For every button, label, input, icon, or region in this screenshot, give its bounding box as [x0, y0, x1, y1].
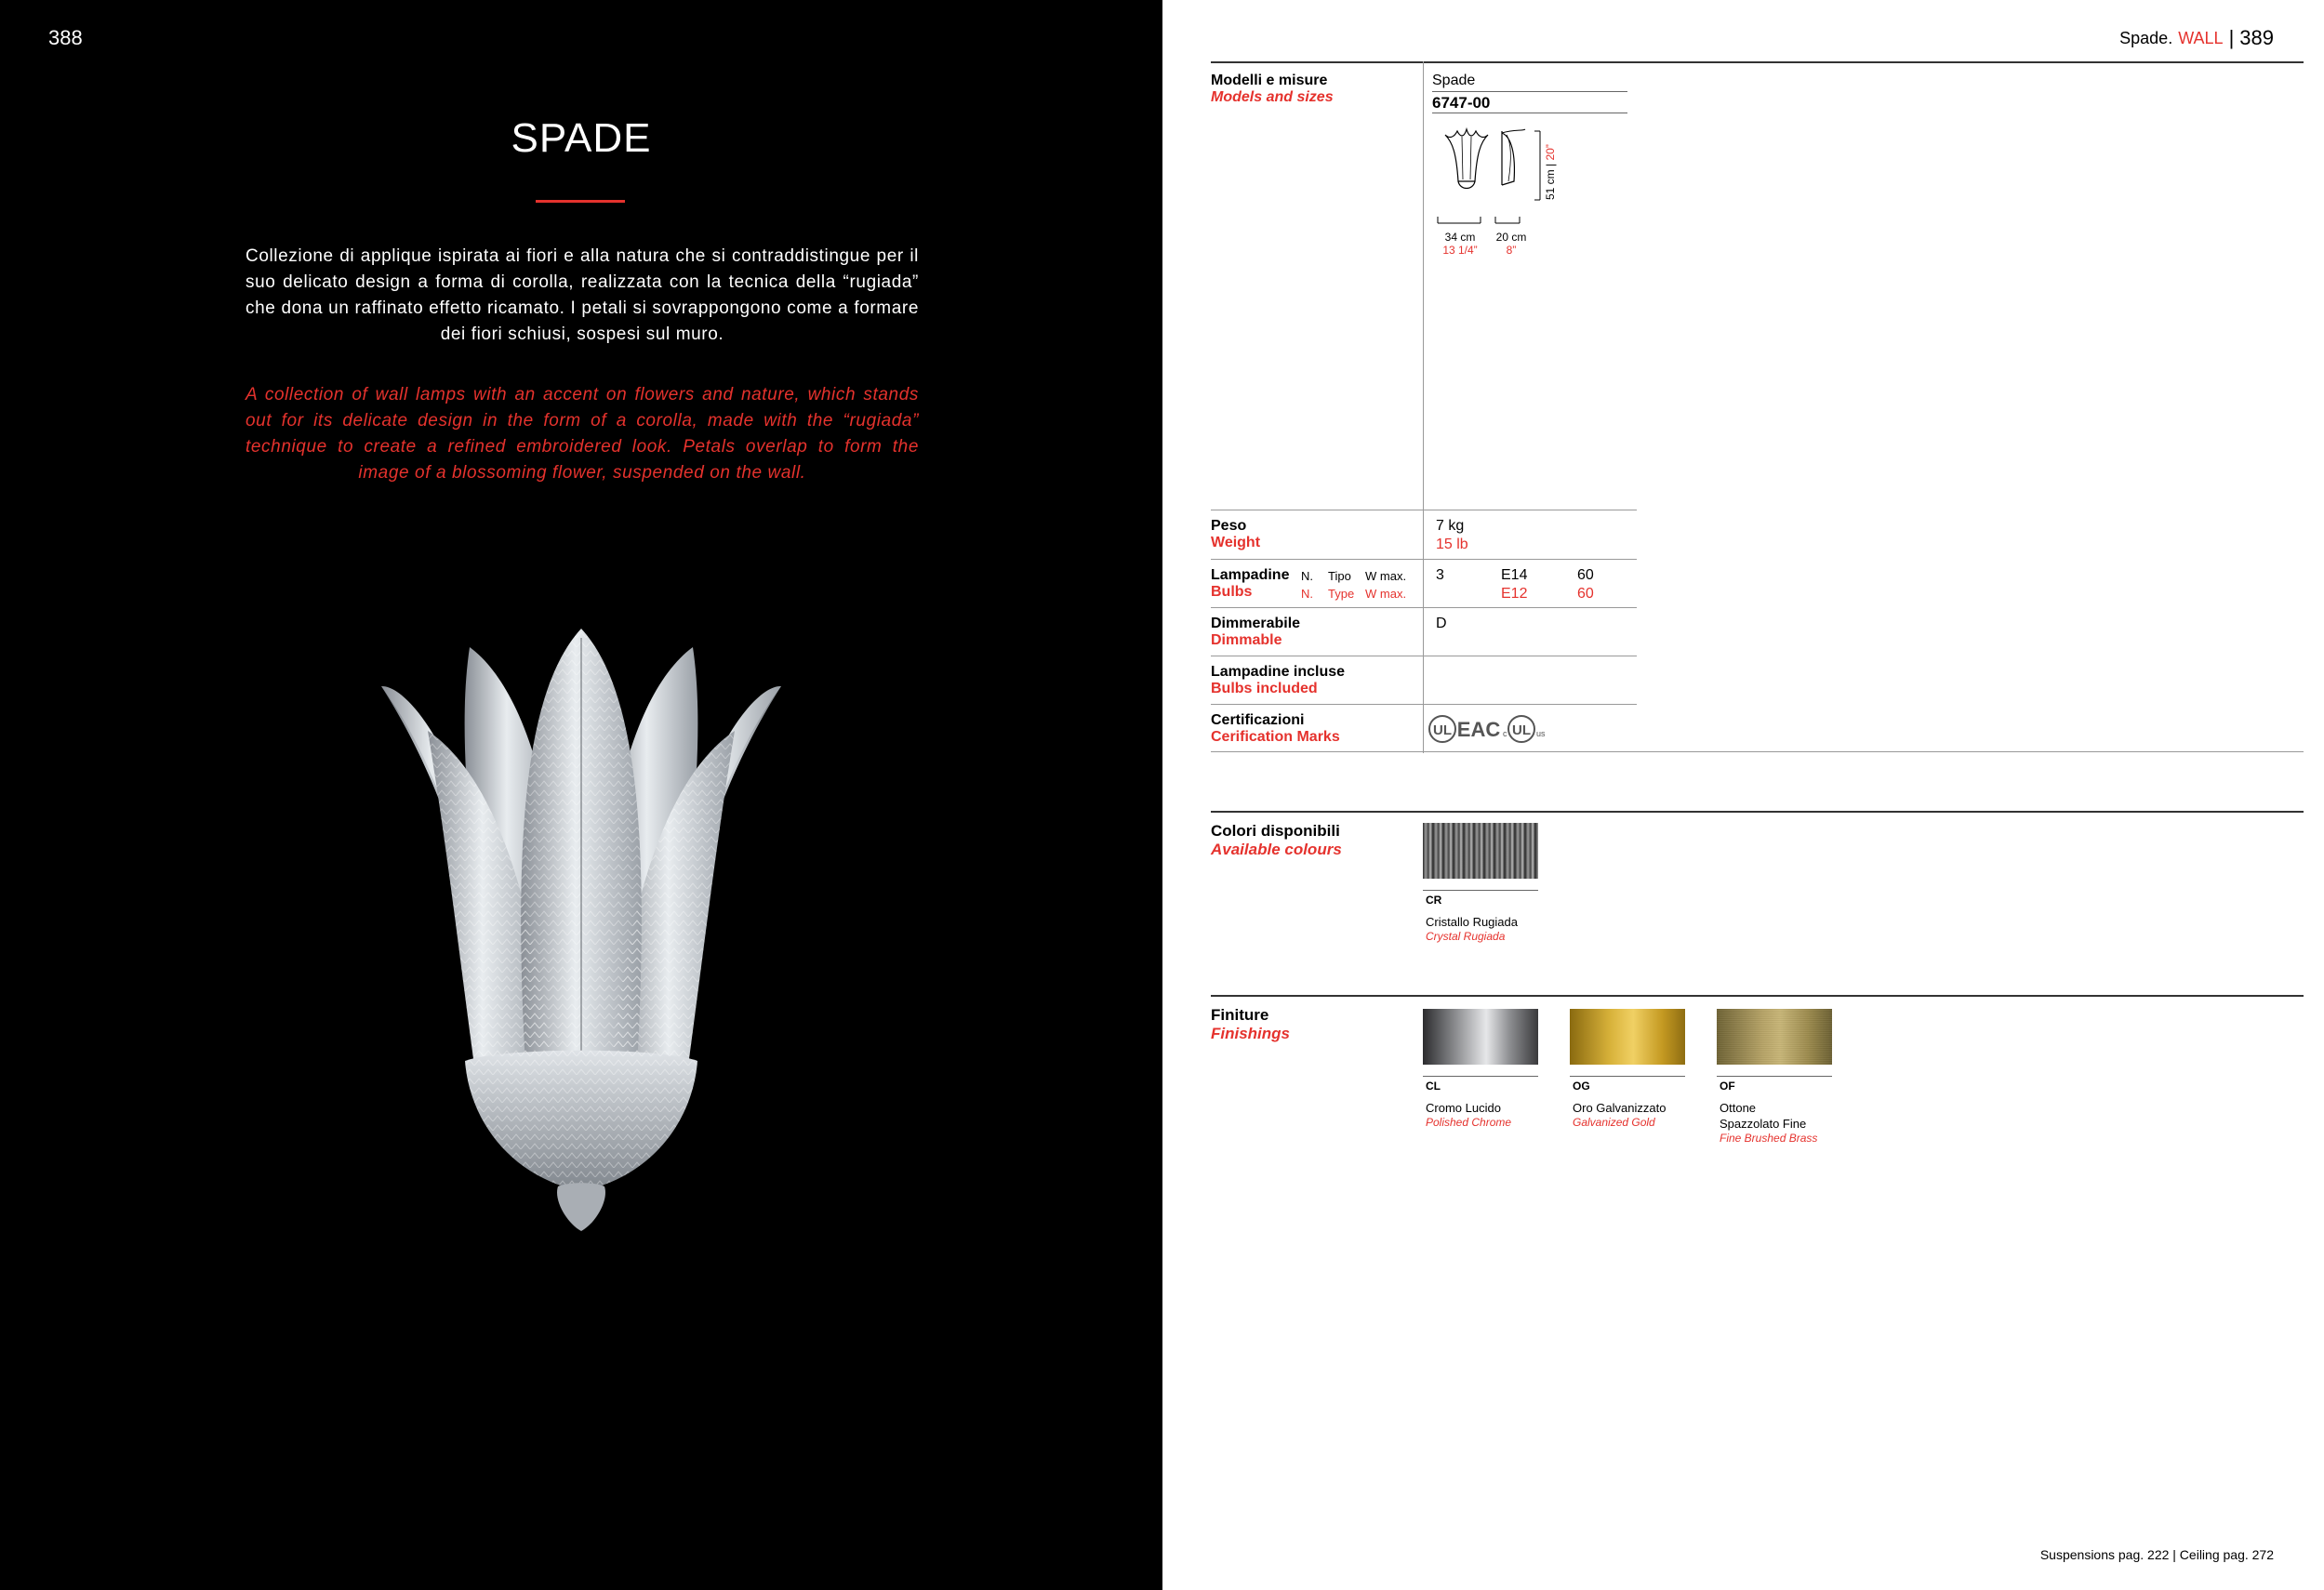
description-english: A collection of wall lamps with an accent on flowers and nature, which stands out for its delicate design in the form of a corolla, made with the “rugiada” technique to create a refined embroidered look. Petals overlap to form the image of a blossoming flower, suspended on the wall. [246, 385, 919, 483]
row-divider [1211, 559, 1637, 560]
weight-lb: 15 lb [1436, 537, 1468, 552]
finishings-label-it: Finiture [1211, 1006, 1269, 1024]
bulbs-wmax-us: 60 [1577, 586, 1594, 602]
product-title: SPADE [511, 115, 652, 161]
bulbs-header-type: Tipo [1328, 569, 1351, 583]
models-label [1211, 73, 1334, 106]
page-number-left: 388 [48, 26, 83, 49]
colour-code-cr: CR [1426, 894, 1442, 907]
dimmable-label [1211, 616, 1300, 649]
finish-code-cl: CL [1426, 1080, 1441, 1093]
depth-in: 8” [1506, 244, 1517, 257]
description-italian: Collezione di applique ispirata ai fiori e alla natura che si contraddistingue per il suo delicato design a forma di corolla, realizzata con la tecnica della “rugiada” che dona un raffinato effetto ricamato. I petali si sovrappongono come a formare dei fiori schiusi, sospesi sul muro. [246, 246, 919, 344]
model-code: 6747-00 [1432, 94, 1491, 112]
swatch-divider [1423, 890, 1538, 891]
certifications-label [1211, 712, 1340, 746]
colours-label-it: Colori disponibili [1211, 822, 1340, 840]
model-name: Spade [1432, 73, 1476, 88]
certification-marks-icon [1428, 712, 1549, 746]
finish-swatch-og [1570, 1009, 1685, 1065]
title-underline [536, 200, 625, 203]
swatch-divider [1423, 1076, 1538, 1077]
header-product-name: Spade. [2119, 28, 2173, 47]
svg-text:c: c [1503, 729, 1507, 738]
bulbs-type-eu: E14 [1501, 567, 1528, 583]
certifications-label-it: Certificazioni [1211, 712, 1305, 728]
bulbs-header-wmax-en: W max. [1365, 587, 1407, 601]
finish-swatch-of [1717, 1009, 1832, 1065]
colour-name-cr: Cristallo Rugiada [1426, 915, 1518, 929]
colours-label [1211, 822, 1342, 859]
width-cm: 34 cm [1444, 231, 1476, 244]
width-in: 13 1/4” [1442, 244, 1478, 257]
bulbs-included-label [1211, 664, 1345, 697]
weight-label [1211, 518, 1260, 551]
weight-label-en: Weight [1211, 535, 1261, 550]
models-label-en: Models and sizes [1211, 89, 1334, 105]
swatch-divider [1570, 1076, 1685, 1077]
finish-code-of: OF [1720, 1080, 1735, 1093]
bulbs-label-en: Bulbs [1211, 584, 1253, 600]
certifications-divider [1211, 751, 2304, 752]
finish-name-en-og: Galvanized Gold [1573, 1116, 1655, 1129]
bulbs-header-n: N. [1301, 569, 1313, 583]
svg-text:UL: UL [1512, 722, 1531, 738]
bulbs-included-label-it: Lampadine incluse [1211, 664, 1346, 680]
top-divider [1211, 61, 2304, 63]
svg-text:EAC: EAC [1456, 718, 1501, 741]
bulbs-label [1211, 567, 1289, 601]
finishings-label [1211, 1006, 1290, 1043]
height-separator: | [1544, 163, 1557, 166]
finishings-divider [1211, 995, 2304, 997]
colours-divider [1211, 811, 2304, 813]
weight-label-it: Peso [1211, 518, 1247, 534]
height-dimension [1544, 144, 1557, 200]
row-divider [1211, 704, 1637, 705]
colour-swatch-cr [1423, 823, 1538, 879]
cross-reference-footer: Suspensions pag. 222 | Ceiling pag. 272 [2039, 1547, 2274, 1562]
row-divider [1211, 607, 1637, 608]
height-cm: 51 cm [1544, 169, 1557, 200]
bulbs-header-n-en: N. [1301, 587, 1313, 601]
svg-text:UL: UL [1433, 722, 1452, 738]
model-divider [1432, 91, 1627, 92]
right-page [1162, 0, 2324, 1590]
depth-cm: 20 cm [1495, 231, 1527, 244]
lamp-photo [372, 629, 790, 1233]
finish-name-og: Oro Galvanizzato [1573, 1101, 1667, 1115]
bulbs-header-wmax: W max. [1365, 569, 1407, 583]
finish-name-cl: Cromo Lucido [1426, 1101, 1501, 1115]
width-dimension [1432, 231, 1488, 257]
bulbs-label-it: Lampadine [1211, 567, 1290, 583]
finish-name-of: Ottone [1720, 1101, 1757, 1115]
finish-name-en-cl: Polished Chrome [1426, 1116, 1512, 1129]
dimmable-label-it: Dimmerabile [1211, 616, 1301, 631]
certifications-label-en: Cerification Marks [1211, 729, 1340, 745]
depth-dimension [1490, 231, 1533, 257]
models-label-it: Modelli e misure [1211, 73, 1328, 88]
colours-label-en: Available colours [1211, 841, 1342, 858]
bulbs-count: 3 [1436, 567, 1444, 583]
page-number-right: 389 [2239, 26, 2274, 49]
header-category: WALL [2178, 28, 2224, 47]
weight-kg: 7 kg [1436, 518, 1465, 534]
header-separator: | [2228, 26, 2235, 49]
dimmable-label-en: Dimmable [1211, 632, 1282, 648]
height-in: 20” [1544, 144, 1557, 161]
svg-text:us: us [1536, 729, 1546, 738]
page-header [2119, 26, 2274, 50]
finish-code-og: OG [1573, 1080, 1590, 1093]
finish-swatch-cl [1423, 1009, 1538, 1065]
finishings-label-en: Finishings [1211, 1025, 1290, 1042]
dimmable-value: D [1436, 616, 1447, 631]
colour-name-en-cr: Crystal Rugiada [1426, 930, 1506, 943]
finish-name-en-of: Fine Brushed Brass [1720, 1132, 1818, 1145]
bulbs-type-us: E12 [1501, 586, 1528, 602]
bulbs-header-type-en: Type [1328, 587, 1355, 601]
bulbs-included-label-en: Bulbs included [1211, 681, 1318, 696]
finish-name-of-line2: Spazzolato Fine [1720, 1117, 1807, 1131]
swatch-divider [1717, 1076, 1832, 1077]
bulbs-wmax-eu: 60 [1577, 567, 1594, 583]
spec-column-divider [1423, 61, 1424, 753]
